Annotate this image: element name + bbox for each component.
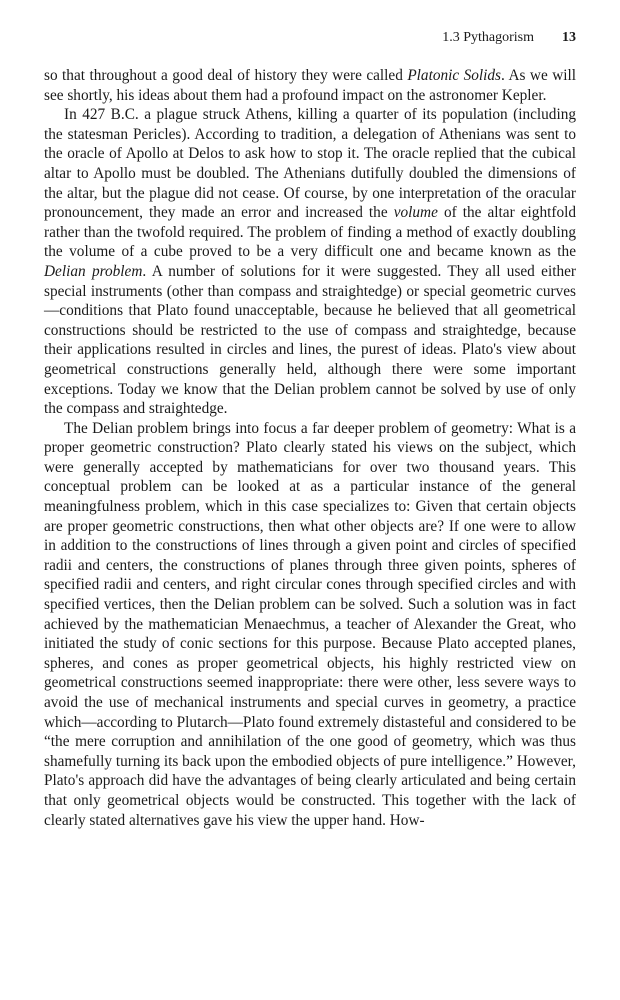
italic-term-platonic-solids: Platonic Solids <box>407 67 502 84</box>
text-segment: so that throughout a good deal of history they were called <box>44 67 408 84</box>
book-page <box>44 30 576 830</box>
paragraph-1 <box>44 66 576 105</box>
italic-term-delian-problem: Delian problem <box>44 262 143 280</box>
body-text <box>44 66 576 830</box>
running-head <box>44 30 576 56</box>
italic-term-volume: volume <box>393 204 438 222</box>
text-segment: The Delian problem brings into focus a far deeper problem of geometry: What is a proper geometric construction? Plato clearly stated his views on the subject, which were generally accepted by mathematicians for over two thousand years. This conceptual problem can be looked at as a particular instance of the general meaningfulness problem, which in this case specializes to: Given that certain objects are proper geometric constructions, then what other objects are? If one were to allow in addition to the constructions of lines through a given point and circles of specified radii and centers, the constructions of planes through three given points, spheres of specified radii and centers, and right circular cones through specified circles and with specified vertices, then the Delian problem can be solved. Such a solution was in fact achieved by the mathematician Menaechmus, a teacher of Alexander the Great, who initiated the study of conic sections for this purpose. Because Plato accepted planes, spheres, and cones as proper geometrical objects, his highly restricted view on geometrical constructions seemed inappropriate: there were other, less severe ways to avoid the use of mechanical instruments and special curves in geometry, a practice which—according to Plutarch—Plato found extremely distasteful and considered to be “the mere corruption and annihilation of the one good of geometry, which was thus shamefully turning its back upon the embodied objects of pure intelligence.” However, Plato's approach did have the advantages of being clearly articulated and being certain that only geometrical objects would be constructed. This together with the lack of clearly stated alternatives gave his view the upper hand. How- <box>44 419 576 829</box>
text-segment: In 427 B.C. a plague struck Athens, killing a quarter of its population (including the statesman Pericles). According to tradition, a delegation of Athenians was sent to the oracle of Apollo at Delos to ask how to stop it. The oracle replied that the cubical altar to Apollo must be doubled. The Athenians dutifully doubled the dimensions of the altar, but the plague did not cease. Of course, by one interpretation of the oracular pronouncement, they made an error and increased the <box>44 106 576 222</box>
paragraph-3 <box>44 419 576 830</box>
text-segment: . A number of solutions for it were suggested. They all used either special instruments (other than compass and straightedge) or special geometric curves—conditions that Plato found unacceptable, because he believed that all geometrical constructions should be restricted to the use of compass and straightedge, because their applications resulted in circles and lines, the purest of ideas. Plato's view about geometrical constructions generally held, although there were some important exceptions. Today we know that the Delian problem cannot be solved by use of only the compass and straightedge. <box>44 262 577 418</box>
paragraph-2 <box>44 105 576 419</box>
text-segment: . As we will see shortly, his ideas about them had a profound impact on the astronomer Kepler. <box>44 67 576 104</box>
section-title: 1.3 Pythagorism <box>442 30 534 45</box>
page-number: 13 <box>562 30 576 45</box>
text-segment: of the altar eightfold rather than the twofold required. The problem of finding a method of exactly doubling the volume of a cube proved to be a very difficult one and became known as the <box>44 204 576 261</box>
